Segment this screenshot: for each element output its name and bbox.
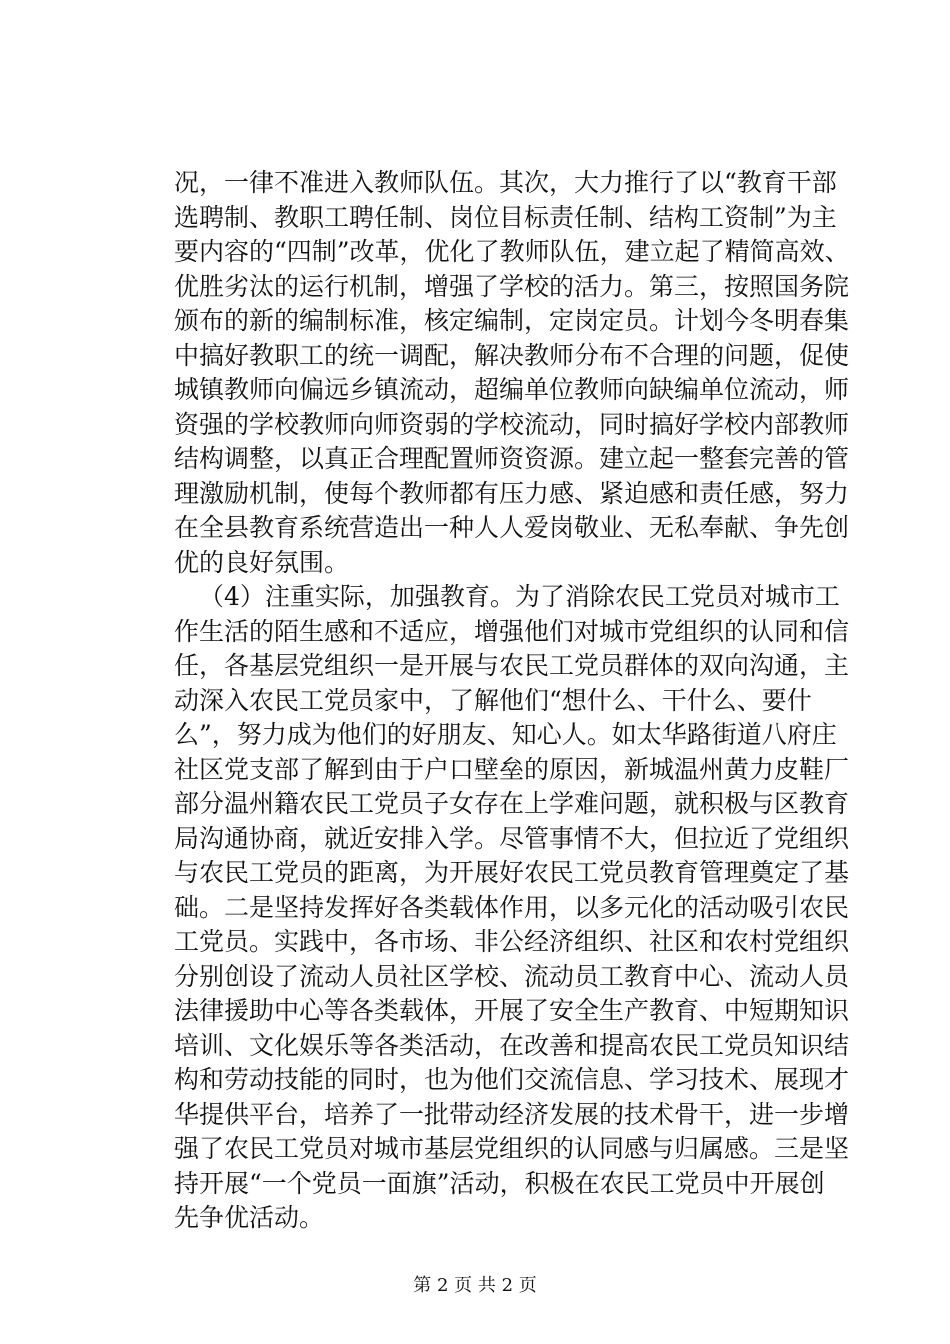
page-footer [0,1274,950,1298]
text-line: 况，一律不准进入教师队伍。其次，大力推行了以“教育干部 [174,168,837,197]
text-line: 颁布的新的编制标准，核定编制，定岗定员。计划今冬明春集 [174,306,850,335]
text-line: 中搞好教职工的统一调配，解决教师分布不合理的问题，促使 [174,340,850,370]
text-line: 选聘制、教职工聘任制、岗位目标责任制、结构工资制”为主 [174,202,837,232]
page-number-label: 第 2 页 共 2 页 [413,1275,537,1296]
text-line: 城镇教师向偏远乡镇流动，超编单位教师向缺编单位流动，师 [174,375,850,404]
text-line: 优的良好氛围。 [174,547,350,577]
paragraph-start-line: （4）注重实际，加强教育。为了消除农民工党员对城市工 [199,582,840,611]
text-line: 部分温州籍农民工党员子女存在上学难问题，就积极与区教育 [174,789,850,818]
text-line: 资强的学校教师向师资弱的学校流动，同时搞好学校内部教师 [174,409,850,439]
text-line: 分别创设了流动人员社区学校、流动员工教育中心、流动人员 [174,961,850,991]
text-line: 理激励机制，使每个教师都有压力感、紧迫感和责任感，努力 [174,478,850,508]
text-line: 动深入农民工党员家中，了解他们“想什么、干什么、要什 [174,685,812,715]
text-line: 在全县教育系统营造出一种人人爱岗敬业、无私奉献、争先创 [174,513,850,542]
text-line: 任，各基层党组织一是开展与农民工党员群体的双向沟通，主 [174,651,850,680]
text-line: 作生活的陌生感和不适应，增强他们对城市党组织的认同和信 [174,616,850,646]
text-line: 培训、文化娱乐等各类活动，在改善和提高农民工党员知识结 [174,1030,850,1060]
text-line: 础。二是坚持发挥好各类载体作用，以多元化的活动吸引农民 [174,892,850,922]
text-line: 要内容的“四制”改革，优化了教师队伍，建立起了精简高效、 [174,237,850,266]
text-line: 持开展“一个党员一面旗”活动，积极在农民工党员中开展创 [174,1168,825,1198]
text-line: 强了农民工党员对城市基层党组织的认同感与归属感。三是坚 [174,1134,850,1163]
text-line: 工党员。实践中，各市场、非公经济组织、社区和农村党组织 [174,927,850,956]
text-line: 么”，努力成为他们的好朋友、知心人。如太华路街道八府庄 [174,720,837,749]
text-line: 法律援助中心等各类载体，开展了安全生产教育、中短期知识 [174,996,850,1025]
text-line: 先争优活动。 [174,1203,325,1232]
text-line: 构和劳动技能的同时，也为他们交流信息、学习技术、展现才 [174,1065,850,1094]
text-line: 优胜劣汰的运行机制，增强了学校的活力。第三，按照国务院 [174,271,850,301]
text-line: 与农民工党员的距离，为开展好农民工党员教育管理奠定了基 [174,858,850,887]
text-line: 结构调整，以真正合理配置师资资源。建立起一整套完善的管 [174,444,850,473]
text-line: 社区党支部了解到由于户口壁垒的原因，新城温州黄力皮鞋厂 [174,754,850,784]
document-body [174,166,850,1236]
text-line: 局沟通协商，就近安排入学。尽管事情不大，但拉近了党组织 [174,823,850,853]
text-line: 华提供平台，培养了一批带动经济发展的技术骨干，进一步增 [174,1099,850,1129]
